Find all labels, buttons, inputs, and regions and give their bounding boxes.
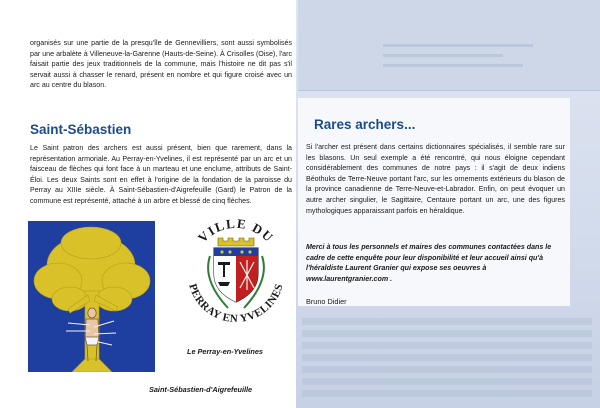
faded-line	[383, 54, 503, 57]
saint-sebastien-coat-of-arms	[28, 221, 155, 372]
rares-archers-paragraph: Si l'archer est présent dans certains dictionnaires spécialisés, il semble rare sur les blasons. Un seul exemple a été rencontré, qui nous éloigne cependant considérablement des communes de notre pays : il s'agit de deux indiens Béothuks de Terre-Neuve portant l'arc, sur les ornements extérieurs du blason de la province canadienne de Terre-Neuve-et-Labrador. Enfin, on peut évoquer un autre archer singulier, le Sagittaire, Centaure portant un arc, une des figures mythologiques apparaissant parfois en héraldique.	[306, 143, 565, 215]
acknowledgements-paragraph: Merci à tous les personnels et maires des communes contactées dans le cadre de cette enquête pour leur disponibilité et leur accueil ainsi qu'à l'héraldiste Laurent Granier qui expose ses oeuvres à www.laurentgranier.com .	[306, 243, 552, 283]
faded-bottom-decoration	[302, 318, 592, 398]
rares-archers-heading: Rares archers...	[314, 117, 416, 132]
faded-line	[383, 64, 523, 67]
saint-sebastien-caption: Saint-Sébastien-d'Aigrefeuille	[149, 385, 253, 394]
saint-sebastien-paragraph: Le Saint patron des archers est aussi présent, bien que rarement, dans la représentation armoriale. Au Perray-en-Yvelines, il est représenté par un arc et un faisceau de flèches qui font face à un marteau et une enclume, attributs de Saint-Éloi. Les deux Saints sont en effet à l'origine de la fondation de la paroisse du Perray au XIIIe siècle. À Saint-Sébastien-d'Aigrefeuille (Gard) le Patron de la commune est représenté, attaché à un arbre et blessé de cinq flèches.	[30, 144, 292, 205]
perray-coat-of-arms	[180, 216, 292, 332]
author-signature: Bruno Didier	[306, 297, 347, 306]
perray-motto-bottom: PERRAY EN YVELINES	[186, 282, 286, 326]
perray-caption: Le Perray-en-Yvelines	[187, 347, 263, 356]
saint-sebastien-heading: Saint-Sébastien	[30, 122, 132, 137]
faded-line	[383, 44, 533, 47]
intro-paragraph: organisés sur une partie de la presqu'île de Gennevilliers, sont aussi symbolisés par une arbalète à Villeneuve-la-Garenne (Hauts-de-Seine). À Crisolles (Oise), l'arc faisait partie des jeux traditionnels de la commune, mais l'histoire ne dit pas s'il servait aussi à chasser le renard, présent en nombre et qui figure croisé avec un arc au centre du blason.	[30, 39, 292, 90]
perray-motto-top: VILLE DU	[194, 216, 278, 246]
